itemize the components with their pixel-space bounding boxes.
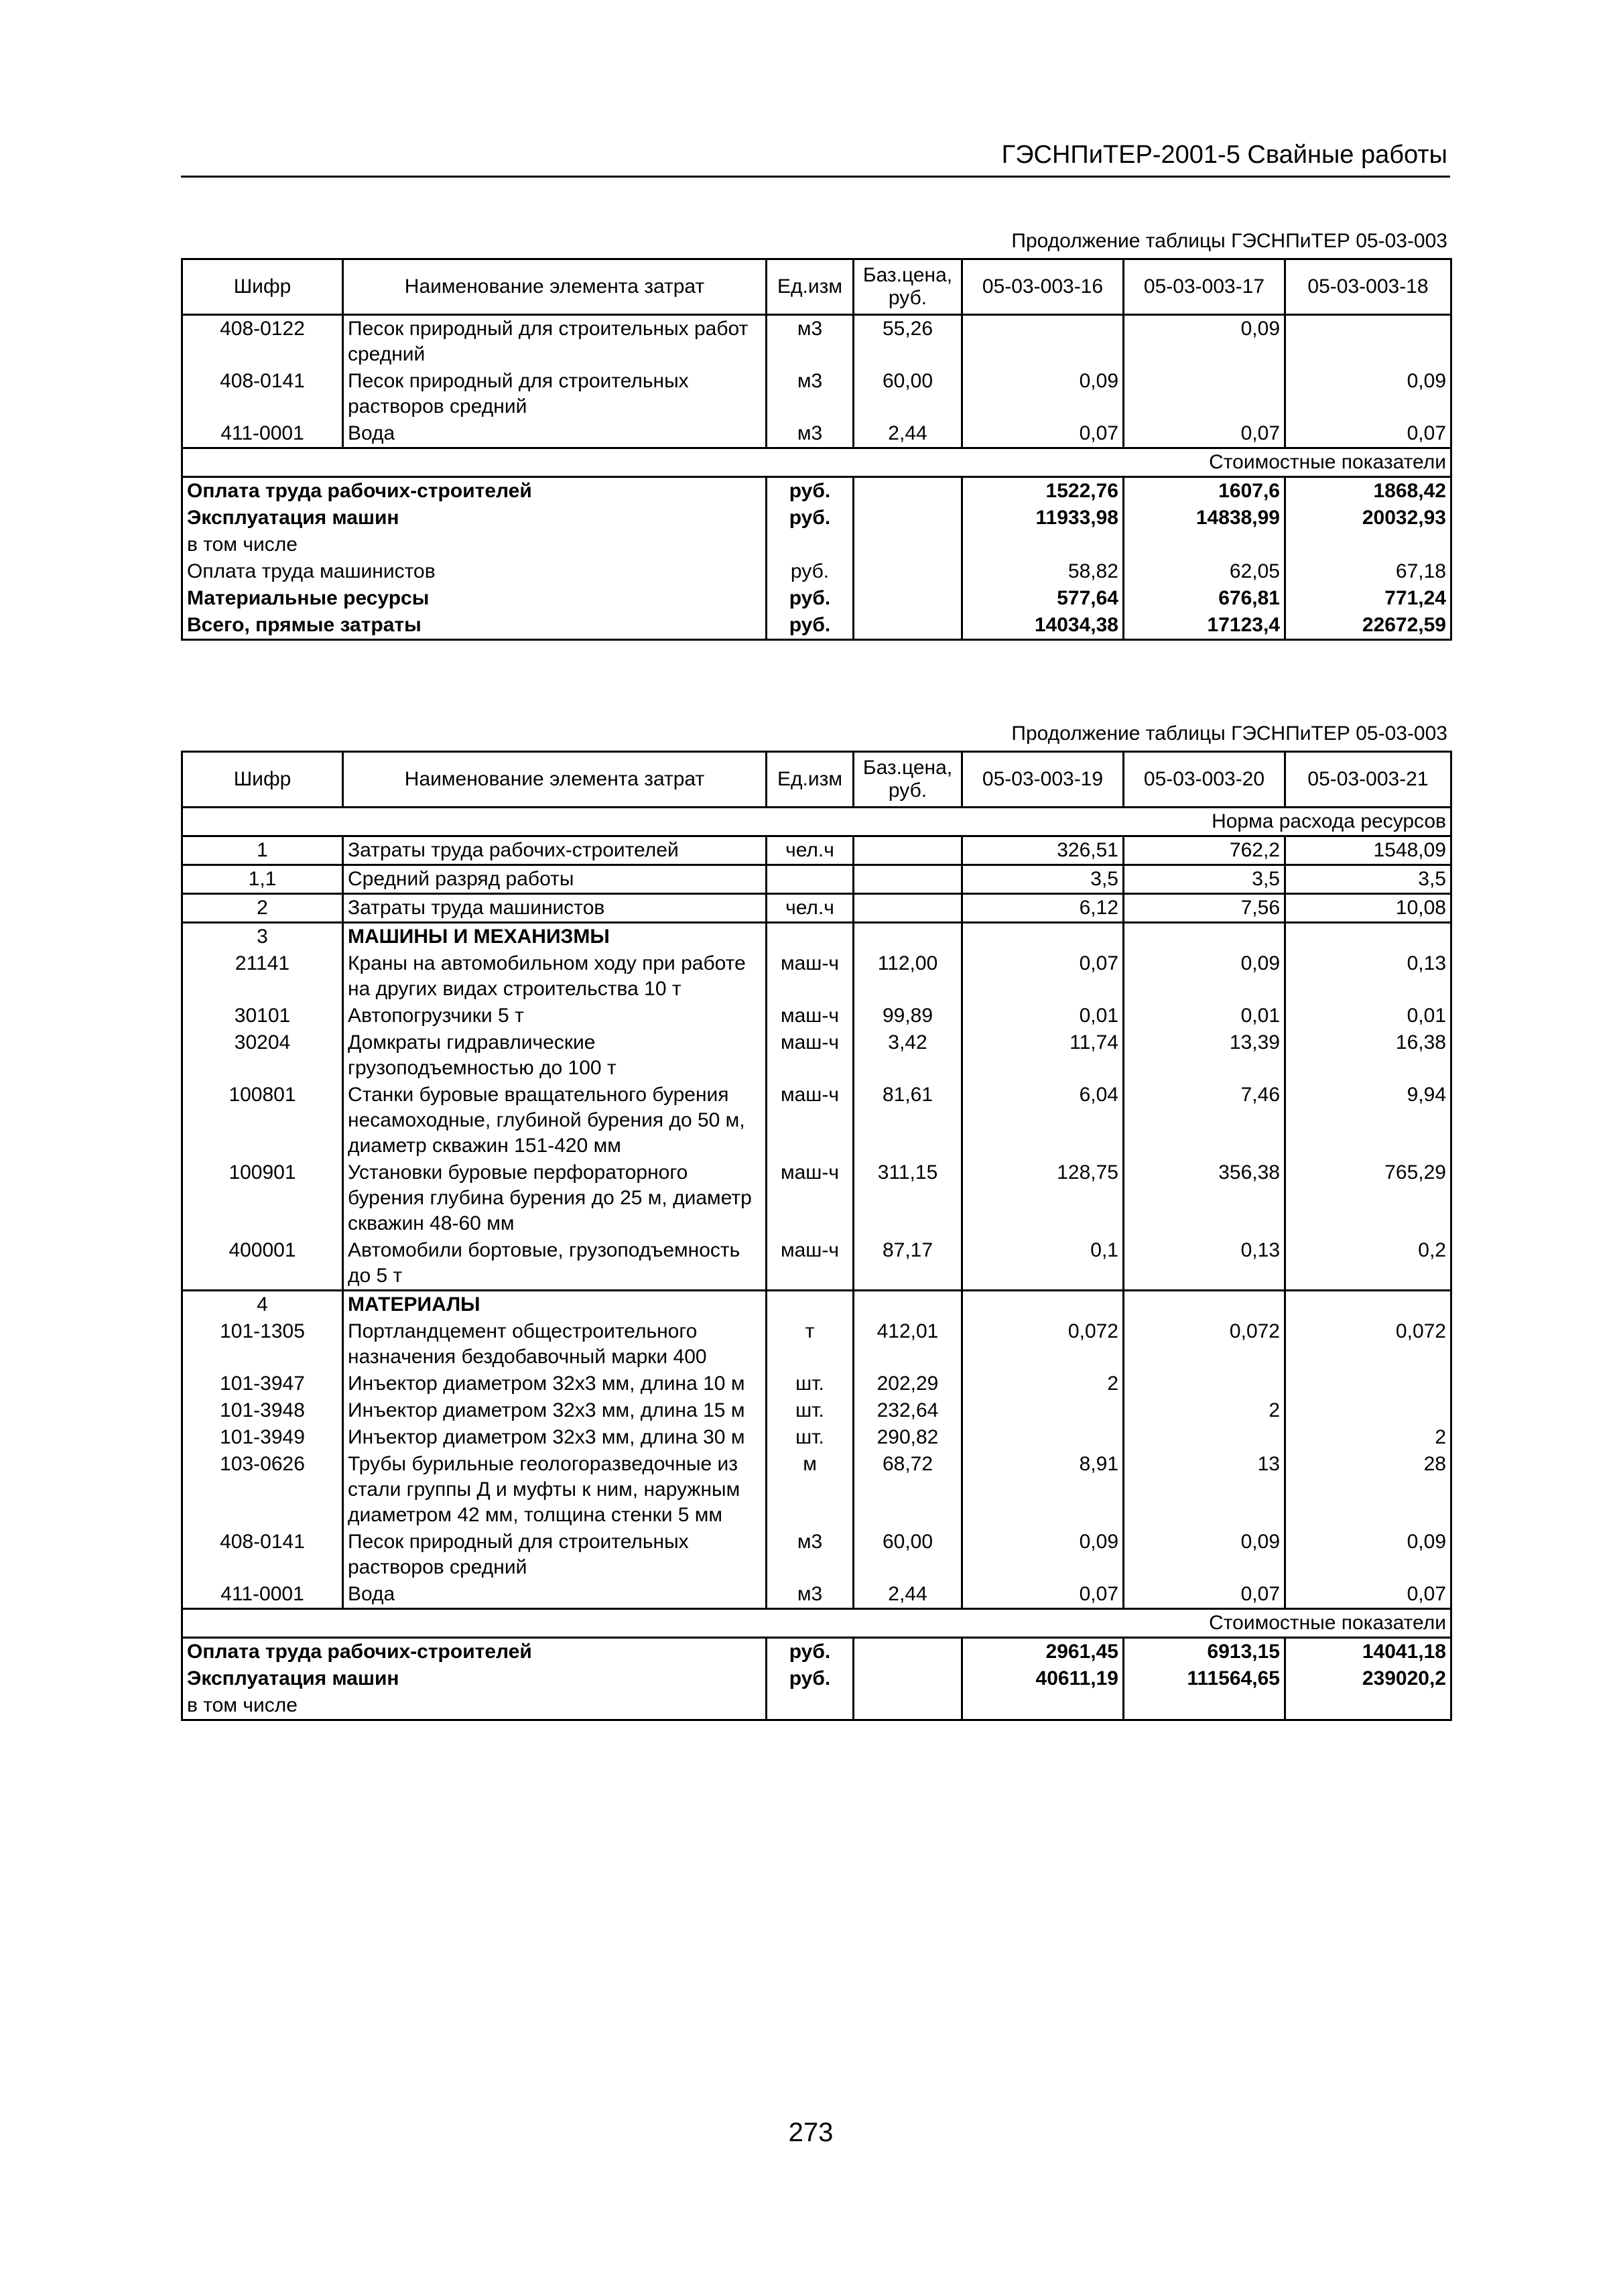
row-code: 30204 bbox=[182, 1029, 343, 1082]
row-value bbox=[1285, 315, 1451, 369]
summary-value: 14034,38 bbox=[962, 612, 1124, 640]
summary-label: Материальные ресурсы bbox=[182, 585, 767, 612]
table-row bbox=[182, 1424, 1451, 1451]
row-unit: м bbox=[767, 1451, 854, 1529]
row-value: 762,2 bbox=[1124, 836, 1285, 865]
summary-row bbox=[182, 477, 1451, 505]
summary-value: 239020,2 bbox=[1285, 1665, 1451, 1692]
row-value bbox=[1285, 1370, 1451, 1397]
table-row bbox=[182, 1082, 1451, 1159]
row-name: Инъектор диаметром 32х3 мм, длина 30 м bbox=[343, 1424, 767, 1451]
summary-label: Эксплуатация машин bbox=[182, 1665, 767, 1692]
row-value bbox=[1124, 368, 1285, 420]
summary-value: 22672,59 bbox=[1285, 612, 1451, 640]
row-value: 765,29 bbox=[1285, 1159, 1451, 1237]
row-code: 30101 bbox=[182, 1003, 343, 1029]
row-name: Затраты труда рабочих-строителей bbox=[343, 836, 767, 865]
table-row bbox=[182, 1029, 1451, 1082]
row-name: Трубы бурильные геологоразведочные из стали группы Д и муфты к ним, наружным диаметром 42 мм, толщина стенки 5 мм bbox=[343, 1451, 767, 1529]
table-row bbox=[182, 950, 1451, 1003]
row-value: 3,5 bbox=[1285, 865, 1451, 894]
summary-value: 2961,45 bbox=[962, 1638, 1124, 1666]
row-price: 55,26 bbox=[854, 315, 962, 369]
row-name: Краны на автомобильном ходу при работе на других видах строительства 10 т bbox=[343, 950, 767, 1003]
table-row bbox=[182, 420, 1451, 448]
row-value: 0,07 bbox=[1124, 1581, 1285, 1609]
summary-label: Всего, прямые затраты bbox=[182, 612, 767, 640]
col-header: Наименование элемента затрат bbox=[343, 752, 767, 808]
row-price: 232,64 bbox=[854, 1397, 962, 1424]
row-value: 9,94 bbox=[1285, 1082, 1451, 1159]
summary-row bbox=[182, 558, 1451, 585]
summary-value bbox=[962, 1692, 1124, 1720]
row-price: 2,44 bbox=[854, 1581, 962, 1609]
section-code: 3 bbox=[182, 923, 343, 951]
row-unit: маш-ч bbox=[767, 1159, 854, 1237]
row-value: 0,07 bbox=[1285, 1581, 1451, 1609]
summary-value: 11933,98 bbox=[962, 505, 1124, 531]
row-value: 0,13 bbox=[1124, 1237, 1285, 1291]
summary-label: Оплата труда машинистов bbox=[182, 558, 767, 585]
row-value: 0,07 bbox=[962, 1581, 1124, 1609]
row-code: 400001 bbox=[182, 1237, 343, 1291]
summary-unit bbox=[767, 531, 854, 558]
row-value: 326,51 bbox=[962, 836, 1124, 865]
section-code: 4 bbox=[182, 1291, 343, 1319]
row-value: 0,09 bbox=[962, 1529, 1124, 1581]
row-name: Вода bbox=[343, 1581, 767, 1609]
cost-banner: Стоимостные показатели bbox=[182, 448, 1451, 477]
row-price: 412,01 bbox=[854, 1318, 962, 1370]
table1-cost-banner-row bbox=[182, 448, 1451, 477]
summary-row bbox=[182, 1692, 1451, 1720]
summary-value: 20032,93 bbox=[1285, 505, 1451, 531]
table-row bbox=[182, 1159, 1451, 1237]
row-value: 0,09 bbox=[1285, 368, 1451, 420]
row-value: 13,39 bbox=[1124, 1029, 1285, 1082]
row-price: 60,00 bbox=[854, 1529, 962, 1581]
col-header: 05-03-003-18 bbox=[1285, 259, 1451, 315]
summary-value bbox=[1285, 531, 1451, 558]
summary-value: 1607,6 bbox=[1124, 477, 1285, 505]
table2-labor-rows bbox=[182, 836, 1451, 923]
row-name: Вода bbox=[343, 420, 767, 448]
machines-section-row bbox=[182, 923, 1451, 951]
row-price: 311,15 bbox=[854, 1159, 962, 1237]
row-price: 81,61 bbox=[854, 1082, 962, 1159]
row-unit: м3 bbox=[767, 1581, 854, 1609]
col-header: 05-03-003-21 bbox=[1285, 752, 1451, 808]
row-unit: шт. bbox=[767, 1424, 854, 1451]
row-value: 28 bbox=[1285, 1451, 1451, 1529]
table-row bbox=[182, 1529, 1451, 1581]
summary-row bbox=[182, 505, 1451, 531]
summary-value: 771,24 bbox=[1285, 585, 1451, 612]
col-header: 05-03-003-17 bbox=[1124, 259, 1285, 315]
running-header: ГЭСНПиТЕР-2001-5 Свайные работы bbox=[1001, 141, 1447, 169]
row-price: 2,44 bbox=[854, 420, 962, 448]
section-title: МАТЕРИАЛЫ bbox=[343, 1291, 767, 1319]
row-value: 0,09 bbox=[1124, 950, 1285, 1003]
row-unit: маш-ч bbox=[767, 950, 854, 1003]
row-unit: м3 bbox=[767, 368, 854, 420]
header-rule bbox=[181, 176, 1450, 178]
summary-value bbox=[1285, 1692, 1451, 1720]
row-price: 99,89 bbox=[854, 1003, 962, 1029]
row-value: 0,13 bbox=[1285, 950, 1451, 1003]
table2-caption: Продолжение таблицы ГЭСНПиТЕР 05-03-003 bbox=[1011, 722, 1447, 745]
summary-price bbox=[854, 585, 962, 612]
table-row bbox=[182, 1370, 1451, 1397]
row-value: 11,74 bbox=[962, 1029, 1124, 1082]
row-name: Инъектор диаметром 32х3 мм, длина 15 м bbox=[343, 1397, 767, 1424]
row-unit: т bbox=[767, 1318, 854, 1370]
summary-value: 58,82 bbox=[962, 558, 1124, 585]
col-header: Шифр bbox=[182, 752, 343, 808]
row-name: Автомобили бортовые, грузоподъемность до 5 т bbox=[343, 1237, 767, 1291]
summary-label: Эксплуатация машин bbox=[182, 505, 767, 531]
row-value: 0,07 bbox=[962, 420, 1124, 448]
row-value: 2 bbox=[1285, 1424, 1451, 1451]
row-value: 1548,09 bbox=[1285, 836, 1451, 865]
summary-value: 1522,76 bbox=[962, 477, 1124, 505]
summary-row bbox=[182, 531, 1451, 558]
summary-unit: руб. bbox=[767, 477, 854, 505]
summary-unit: руб. bbox=[767, 1638, 854, 1666]
row-value bbox=[1285, 1397, 1451, 1424]
row-unit: чел.ч bbox=[767, 836, 854, 865]
col-header: 05-03-003-16 bbox=[962, 259, 1124, 315]
row-code: 100901 bbox=[182, 1159, 343, 1237]
summary-value: 14041,18 bbox=[1285, 1638, 1451, 1666]
col-header: Ед.изм bbox=[767, 752, 854, 808]
row-code: 101-3947 bbox=[182, 1370, 343, 1397]
row-value: 0,1 bbox=[962, 1237, 1124, 1291]
row-name: Автопогрузчики 5 т bbox=[343, 1003, 767, 1029]
summary-value: 111564,65 bbox=[1124, 1665, 1285, 1692]
row-value: 128,75 bbox=[962, 1159, 1124, 1237]
row-value: 7,56 bbox=[1124, 894, 1285, 923]
summary-value: 17123,4 bbox=[1124, 612, 1285, 640]
row-name: Затраты труда машинистов bbox=[343, 894, 767, 923]
row-unit: маш-ч bbox=[767, 1003, 854, 1029]
summary-value bbox=[1124, 531, 1285, 558]
row-price: 60,00 bbox=[854, 368, 962, 420]
row-name: Инъектор диаметром 32х3 мм, длина 10 м bbox=[343, 1370, 767, 1397]
table1-header-row bbox=[182, 259, 1451, 315]
summary-row bbox=[182, 612, 1451, 640]
summary-price bbox=[854, 1665, 962, 1692]
summary-price bbox=[854, 477, 962, 505]
summary-price bbox=[854, 1638, 962, 1666]
row-unit: м3 bbox=[767, 420, 854, 448]
table1-resource-rows bbox=[182, 315, 1451, 448]
row-value: 7,46 bbox=[1124, 1082, 1285, 1159]
row-value: 0,072 bbox=[962, 1318, 1124, 1370]
row-value: 0,09 bbox=[1285, 1529, 1451, 1581]
row-code: 408-0141 bbox=[182, 368, 343, 420]
row-value: 0,072 bbox=[1124, 1318, 1285, 1370]
row-value: 0,07 bbox=[1124, 420, 1285, 448]
table2-norm-banner-row bbox=[182, 808, 1451, 836]
norm-banner: Норма расхода ресурсов bbox=[182, 808, 1451, 836]
table-row bbox=[182, 315, 1451, 369]
row-price bbox=[854, 836, 962, 865]
summary-value: 67,18 bbox=[1285, 558, 1451, 585]
row-value: 13 bbox=[1124, 1451, 1285, 1529]
row-code: 408-0141 bbox=[182, 1529, 343, 1581]
row-value: 16,38 bbox=[1285, 1029, 1451, 1082]
row-value: 0,09 bbox=[1124, 1529, 1285, 1581]
col-header: Ед.изм bbox=[767, 259, 854, 315]
row-value: 10,08 bbox=[1285, 894, 1451, 923]
row-value: 6,04 bbox=[962, 1082, 1124, 1159]
summary-value: 14838,99 bbox=[1124, 505, 1285, 531]
summary-value: 1868,42 bbox=[1285, 477, 1451, 505]
summary-price bbox=[854, 558, 962, 585]
table-row bbox=[182, 1003, 1451, 1029]
table1-summary-rows bbox=[182, 477, 1451, 640]
row-value bbox=[1124, 1370, 1285, 1397]
summary-label: Оплата труда рабочих-строителей bbox=[182, 1638, 767, 1666]
table2 bbox=[181, 751, 1452, 1721]
summary-label: в том числе bbox=[182, 1692, 767, 1720]
row-value: 0,01 bbox=[1124, 1003, 1285, 1029]
row-value: 0,2 bbox=[1285, 1237, 1451, 1291]
row-value: 3,5 bbox=[1124, 865, 1285, 894]
summary-price bbox=[854, 1692, 962, 1720]
row-name: Песок природный для строительных работ средний bbox=[343, 315, 767, 369]
row-code: 101-3948 bbox=[182, 1397, 343, 1424]
row-unit: м3 bbox=[767, 1529, 854, 1581]
row-price bbox=[854, 894, 962, 923]
row-code: 411-0001 bbox=[182, 420, 343, 448]
summary-row bbox=[182, 1638, 1451, 1666]
cost-banner: Стоимостные показатели bbox=[182, 1609, 1451, 1638]
summary-value: 62,05 bbox=[1124, 558, 1285, 585]
table-row bbox=[182, 1397, 1451, 1424]
row-price: 3,42 bbox=[854, 1029, 962, 1082]
table-row bbox=[182, 1237, 1451, 1291]
row-price: 87,17 bbox=[854, 1237, 962, 1291]
row-name: Песок природный для строительных растворов средний bbox=[343, 368, 767, 420]
row-price: 68,72 bbox=[854, 1451, 962, 1529]
row-name: Домкраты гидравлические грузоподъемностью до 100 т bbox=[343, 1029, 767, 1082]
row-code: 2 bbox=[182, 894, 343, 923]
summary-row bbox=[182, 1665, 1451, 1692]
row-code: 1 bbox=[182, 836, 343, 865]
row-value bbox=[962, 315, 1124, 369]
summary-unit: руб. bbox=[767, 558, 854, 585]
row-value: 0,07 bbox=[1285, 420, 1451, 448]
row-value: 6,12 bbox=[962, 894, 1124, 923]
col-header: 05-03-003-20 bbox=[1124, 752, 1285, 808]
row-code: 101-3949 bbox=[182, 1424, 343, 1451]
row-price: 202,29 bbox=[854, 1370, 962, 1397]
row-unit: маш-ч bbox=[767, 1029, 854, 1082]
table2-cost-banner-row bbox=[182, 1609, 1451, 1638]
table-row bbox=[182, 865, 1451, 894]
row-price bbox=[854, 865, 962, 894]
row-unit: чел.ч bbox=[767, 894, 854, 923]
row-value: 8,91 bbox=[962, 1451, 1124, 1529]
row-value: 0,09 bbox=[1124, 315, 1285, 369]
row-value: 0,07 bbox=[962, 950, 1124, 1003]
summary-unit bbox=[767, 1692, 854, 1720]
table2-summary-rows bbox=[182, 1638, 1451, 1720]
summary-label: в том числе bbox=[182, 531, 767, 558]
row-value bbox=[1124, 1424, 1285, 1451]
row-unit: шт. bbox=[767, 1370, 854, 1397]
summary-price bbox=[854, 612, 962, 640]
row-value: 2 bbox=[1124, 1397, 1285, 1424]
col-header: Баз.цена, руб. bbox=[854, 259, 962, 315]
summary-value bbox=[1124, 1692, 1285, 1720]
table-row bbox=[182, 894, 1451, 923]
row-unit: шт. bbox=[767, 1397, 854, 1424]
row-unit: м3 bbox=[767, 315, 854, 369]
row-unit bbox=[767, 865, 854, 894]
table2-machine-rows bbox=[182, 950, 1451, 1291]
row-code: 1,1 bbox=[182, 865, 343, 894]
summary-value: 40611,19 bbox=[962, 1665, 1124, 1692]
row-code: 21141 bbox=[182, 950, 343, 1003]
table-row bbox=[182, 368, 1451, 420]
row-price: 112,00 bbox=[854, 950, 962, 1003]
row-value: 0,01 bbox=[962, 1003, 1124, 1029]
table-row bbox=[182, 1318, 1451, 1370]
row-value bbox=[962, 1397, 1124, 1424]
summary-price bbox=[854, 505, 962, 531]
summary-value: 577,64 bbox=[962, 585, 1124, 612]
summary-unit: руб. bbox=[767, 1665, 854, 1692]
table1-caption: Продолжение таблицы ГЭСНПиТЕР 05-03-003 bbox=[1011, 230, 1447, 252]
summary-value: 676,81 bbox=[1124, 585, 1285, 612]
summary-label: Оплата труда рабочих-строителей bbox=[182, 477, 767, 505]
row-name: Песок природный для строительных растворов средний bbox=[343, 1529, 767, 1581]
table-row bbox=[182, 836, 1451, 865]
col-header: Шифр bbox=[182, 259, 343, 315]
table1 bbox=[181, 258, 1452, 641]
table2-material-rows bbox=[182, 1318, 1451, 1609]
row-code: 408-0122 bbox=[182, 315, 343, 369]
row-value: 0,09 bbox=[962, 368, 1124, 420]
col-header: Баз.цена, руб. bbox=[854, 752, 962, 808]
row-price: 290,82 bbox=[854, 1424, 962, 1451]
row-name: Станки буровые вращательного бурения несамоходные, глубиной бурения до 50 м, диаметр скважин 151-420 мм bbox=[343, 1082, 767, 1159]
summary-value: 6913,15 bbox=[1124, 1638, 1285, 1666]
page-number: 273 bbox=[788, 2118, 834, 2147]
row-code: 100801 bbox=[182, 1082, 343, 1159]
row-code: 103-0626 bbox=[182, 1451, 343, 1529]
row-code: 411-0001 bbox=[182, 1581, 343, 1609]
summary-unit: руб. bbox=[767, 612, 854, 640]
row-name: Установки буровые перфораторного бурения глубина бурения до 25 м, диаметр скважин 48-60 мм bbox=[343, 1159, 767, 1237]
table-row bbox=[182, 1581, 1451, 1609]
row-name: Портландцемент общестроительного назначения бездобавочный марки 400 bbox=[343, 1318, 767, 1370]
section-title: МАШИНЫ И МЕХАНИЗМЫ bbox=[343, 923, 767, 951]
summary-value bbox=[962, 531, 1124, 558]
table-row bbox=[182, 1451, 1451, 1529]
summary-price bbox=[854, 531, 962, 558]
row-value bbox=[962, 1424, 1124, 1451]
row-value: 0,01 bbox=[1285, 1003, 1451, 1029]
row-name: Средний разряд работы bbox=[343, 865, 767, 894]
summary-row bbox=[182, 585, 1451, 612]
row-value: 3,5 bbox=[962, 865, 1124, 894]
row-value: 0,072 bbox=[1285, 1318, 1451, 1370]
row-value: 2 bbox=[962, 1370, 1124, 1397]
row-code: 101-1305 bbox=[182, 1318, 343, 1370]
row-unit: маш-ч bbox=[767, 1082, 854, 1159]
col-header: 05-03-003-19 bbox=[962, 752, 1124, 808]
col-header: Наименование элемента затрат bbox=[343, 259, 767, 315]
summary-unit: руб. bbox=[767, 585, 854, 612]
summary-unit: руб. bbox=[767, 505, 854, 531]
table2-header-row bbox=[182, 752, 1451, 808]
materials-section-row bbox=[182, 1291, 1451, 1319]
row-value: 356,38 bbox=[1124, 1159, 1285, 1237]
row-unit: маш-ч bbox=[767, 1237, 854, 1291]
